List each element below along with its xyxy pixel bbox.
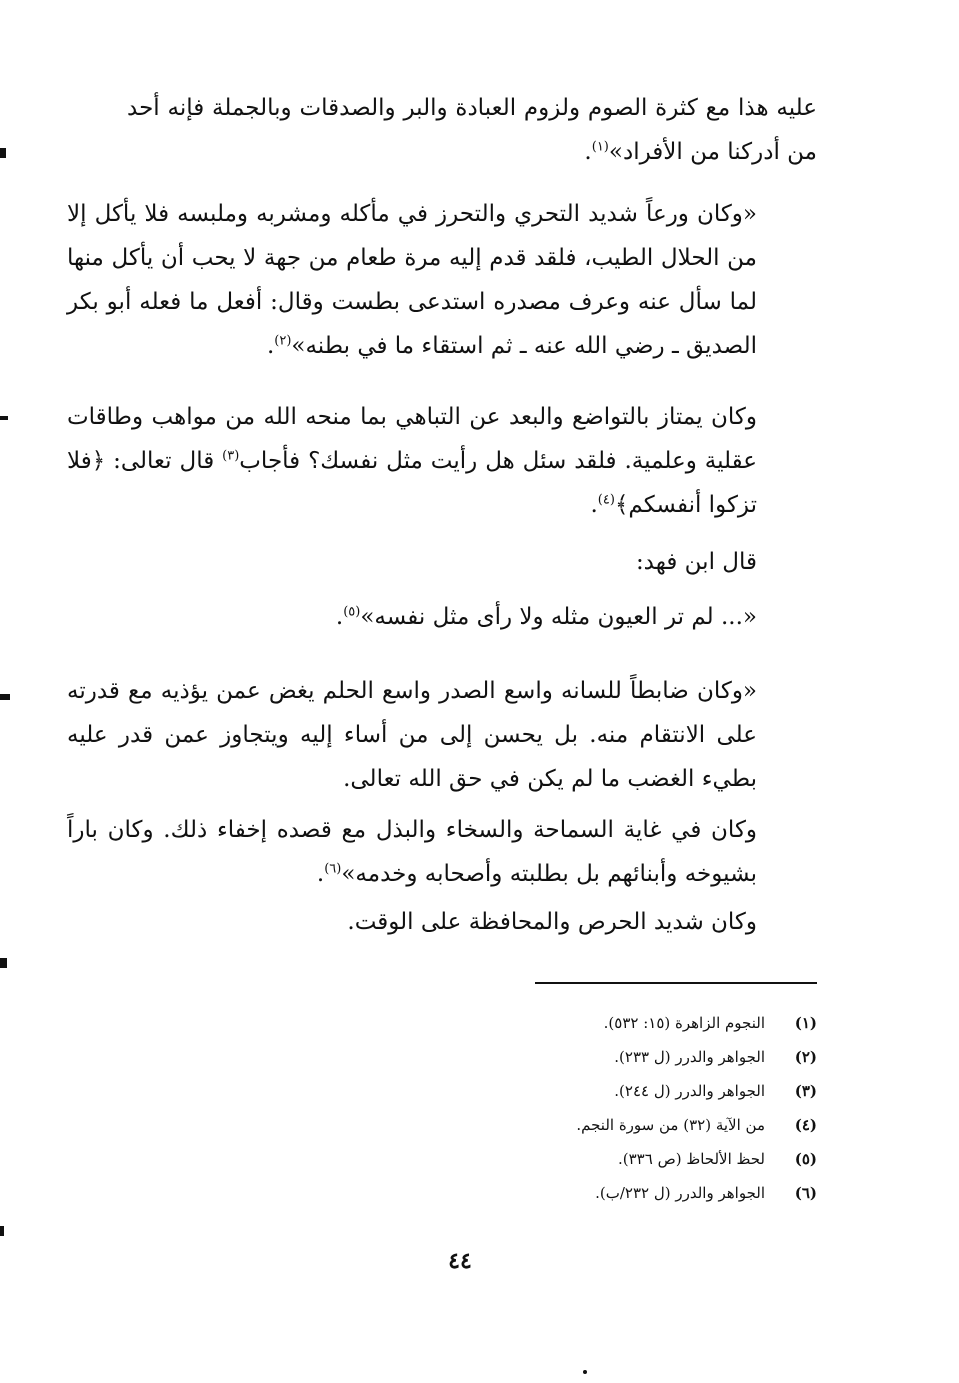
footnote-ref-1: (١) [591,139,609,155]
footnote-separator [535,982,817,984]
footnote-text: الجواهر والدرر (ل ٢٣٢/ب). [595,1184,765,1202]
paragraph-7-text: وكان في غاية السماحة والسخاء والبذل مع قصده إخفاء ذلك. وكان باراً بشيوخه وأبنائهم بل بطلبته وأصحابه وخدمه» [67,817,757,887]
paragraph-5-end: . [335,604,344,630]
footnote-ref-5: (٥) [343,604,361,620]
scan-mark [0,416,8,420]
scan-dot [583,1370,587,1374]
footnote-item [257,1108,817,1142]
paragraph-4 [67,540,817,584]
footnote-number: (٣) [794,1082,817,1100]
paragraph-8 [67,900,817,944]
footnotes-list [257,1006,817,1210]
paragraph-1 [127,86,817,174]
footnote-number: (٦) [794,1184,817,1202]
paragraph-1-end: . [584,139,592,165]
paragraph-3-text: وكان يمتاز بالتواضع والبعد عن التباهي بما منحه الله من مواهب وطاقات عقلية وعلمية. فلقد سئل هل رأيت مثل نفسك؟ فأجاب [67,404,757,474]
footnote-ref-6: (٦) [324,861,342,877]
scan-mark [0,694,10,700]
footnote-number: (٤) [794,1116,817,1134]
footnote-text: الجواهر والدرر (ل ٢٣٣). [614,1048,765,1066]
footnote-item [257,1142,817,1176]
paragraph-6-text: «وكان ضابطاً للسانه واسع الصدر واسع الحلم يغض عمن يؤذيه مع قدرته على الانتقام منه. بل يحسن إلى من أساء إليه ويتجاوز عمن قدر عليه بطيء الغضب ما لم يكن في حق الله تعالى. [67,678,757,792]
paragraph-2 [67,192,817,368]
paragraph-3-end: . [590,492,598,518]
paragraph-6 [67,669,817,801]
paragraph-5 [67,595,817,639]
paragraph-7-end: . [316,861,325,887]
footnote-item [257,1006,817,1040]
footnote-text: النجوم الزاهرة (١٥: ٥٣٢). [603,1014,765,1032]
footnote-item [257,1176,817,1210]
footnote-number: (٢) [794,1048,817,1066]
paragraph-8-text: وكان شديد الحرص والمحافظة على الوقت. [347,909,757,935]
paragraph-5-text: «... لم تر العيون مثله ولا رأى مثل نفسه» [360,604,757,630]
footnote-ref-3: (٣) [222,448,240,464]
footnote-ref-2: (٢) [274,333,292,349]
footnote-item [257,1040,817,1074]
scan-mark [0,148,6,158]
paragraph-3 [67,395,817,527]
footnote-item [257,1074,817,1108]
paragraph-2-end: . [266,333,275,359]
paragraph-2-text: «وكان ورعاً شديد التحري والتحرز في مأكله ومشربه وملبسه فلا يأكل إلا من الحلال الطيب، فلقد قدم إليه مرة طعام من جهة لا يحب أن يأكل منها لما سأل عنه وعرف مصدره استدعى بطست وقال: أفعل ما فعله أبو بكر الصديق ـ رضي الله عنه ـ ثم استقاء ما في بطنه» [67,201,757,359]
paragraph-7 [67,808,817,896]
footnote-number: (١) [794,1014,817,1032]
page-number: ٤٤ [448,1248,472,1274]
footnote-text: الجواهر والدرر (ل ٢٤٤). [614,1082,765,1100]
scan-mark [0,1226,4,1236]
quran-quote: قال تعالى: ﴿فلا تزكوا أنفسكم﴾ [67,448,757,518]
paragraph-1-text: عليه هذا مع كثرة الصوم ولزوم العبادة والبر والصدقات وبالجملة فإنه أحد من أدركنا من الأفراد» [127,95,817,165]
paragraph-4-text: قال ابن فهد: [635,549,757,575]
scan-mark [0,958,7,968]
footnote-number: (٥) [794,1150,817,1168]
footnote-text: لحظ الألحاظ (ص ٣٣٦). [618,1150,765,1168]
footnote-ref-4: (٤) [597,492,615,508]
footnote-text: من الآية (٣٢) من سورة النجم. [576,1116,765,1134]
